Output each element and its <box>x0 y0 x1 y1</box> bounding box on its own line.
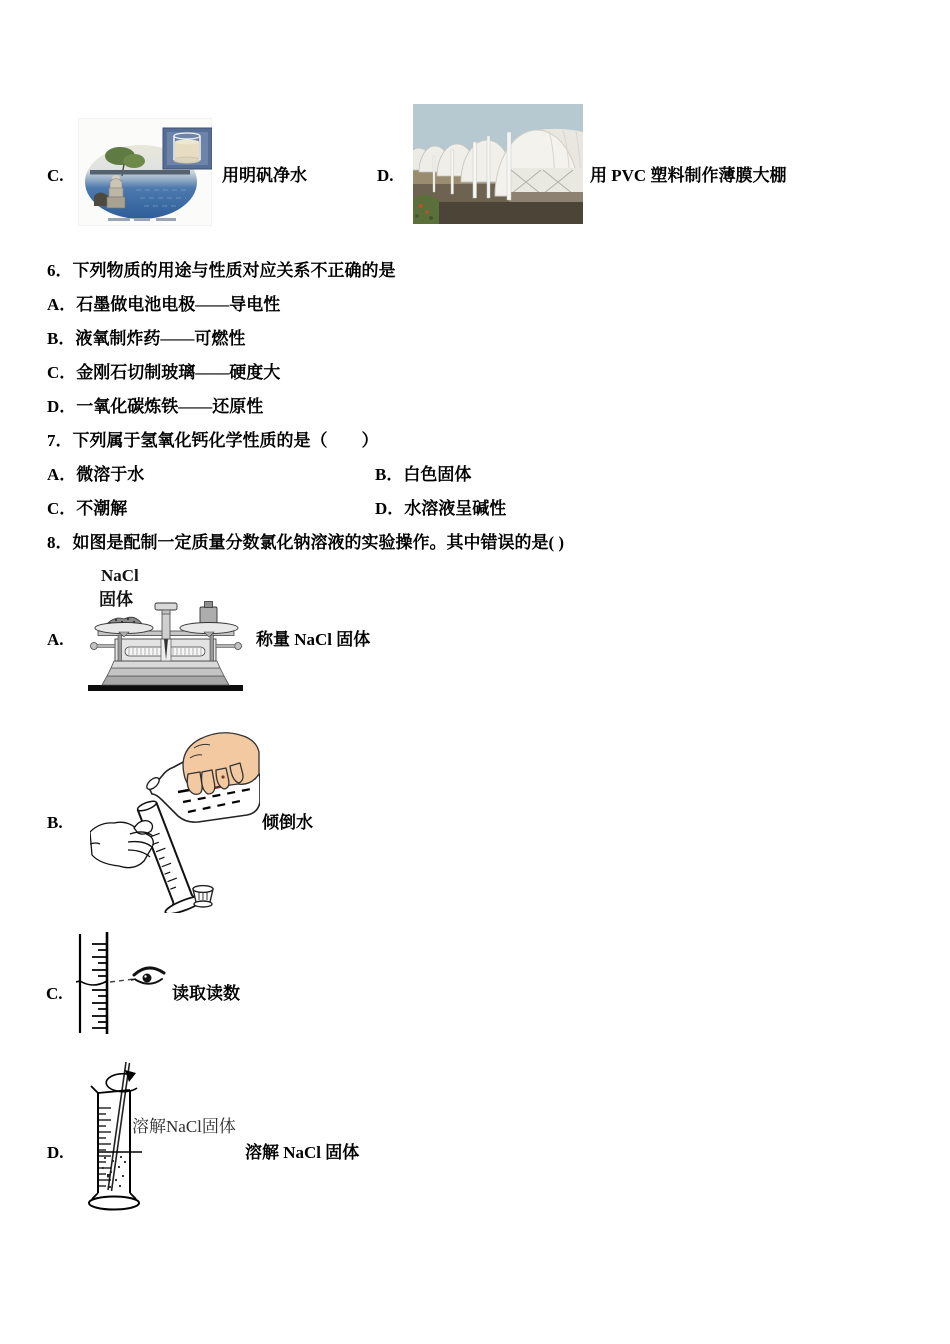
reading-meniscus-figure <box>76 930 171 1036</box>
q8-option-a-caption: 称量 NaCl 固体 <box>256 630 371 649</box>
option-d-label: D. <box>377 166 394 185</box>
q7-option-a: A．微溶于水 <box>47 465 145 484</box>
q8-option-d-label: D. <box>47 1143 64 1162</box>
q8-stem: 8．如图是配制一定质量分数氯化钠溶液的实验操作。其中错误的是( ) <box>47 533 565 552</box>
pvc-greenhouse-photo <box>413 104 583 224</box>
q8-figure-a-note-line2: 固体 <box>99 590 133 609</box>
alum-purification-photo <box>78 118 212 226</box>
q8-figure-a-note-line1: NaCl <box>101 566 139 585</box>
q7-option-b: B．白色固体 <box>375 465 472 484</box>
q8-option-b-label: B. <box>47 813 63 832</box>
q6-option-d: D．一氧化碳炼铁——还原性 <box>47 397 264 416</box>
q8-option-d-caption: 溶解 NaCl 固体 <box>245 1143 360 1162</box>
q7-option-c: C．不潮解 <box>47 499 128 518</box>
q8-option-a-label: A. <box>47 630 64 649</box>
pouring-water-figure <box>90 728 260 913</box>
q8-option-c-caption: 读取读数 <box>172 984 240 1003</box>
q7-stem: 7．下列属于氢氧化钙化学性质的是（ ） <box>47 431 379 450</box>
balance-scale-figure <box>88 598 245 692</box>
q6-option-a: A．石墨做电池电极——导电性 <box>47 295 281 314</box>
dissolving-nacl-figure <box>85 1062 155 1212</box>
q6-option-c: C．金刚石切制玻璃——硬度大 <box>47 363 281 382</box>
option-d-caption: 用 PVC 塑料制作薄膜大棚 <box>590 166 787 185</box>
eye-icon <box>131 968 164 984</box>
q8-option-c-label: C. <box>46 984 63 1003</box>
q8-option-b-caption: 倾倒水 <box>262 813 313 832</box>
q8-figure-d-note: 溶解NaCl固体 <box>132 1117 236 1136</box>
q6-option-b: B．液氧制炸药——可燃性 <box>47 329 246 348</box>
q6-stem: 6．下列物质的用途与性质对应关系不正确的是 <box>47 261 396 280</box>
q7-option-d: D．水溶液呈碱性 <box>375 499 507 518</box>
option-c-caption: 用明矾净水 <box>222 166 307 185</box>
option-c-label: C. <box>47 166 64 185</box>
